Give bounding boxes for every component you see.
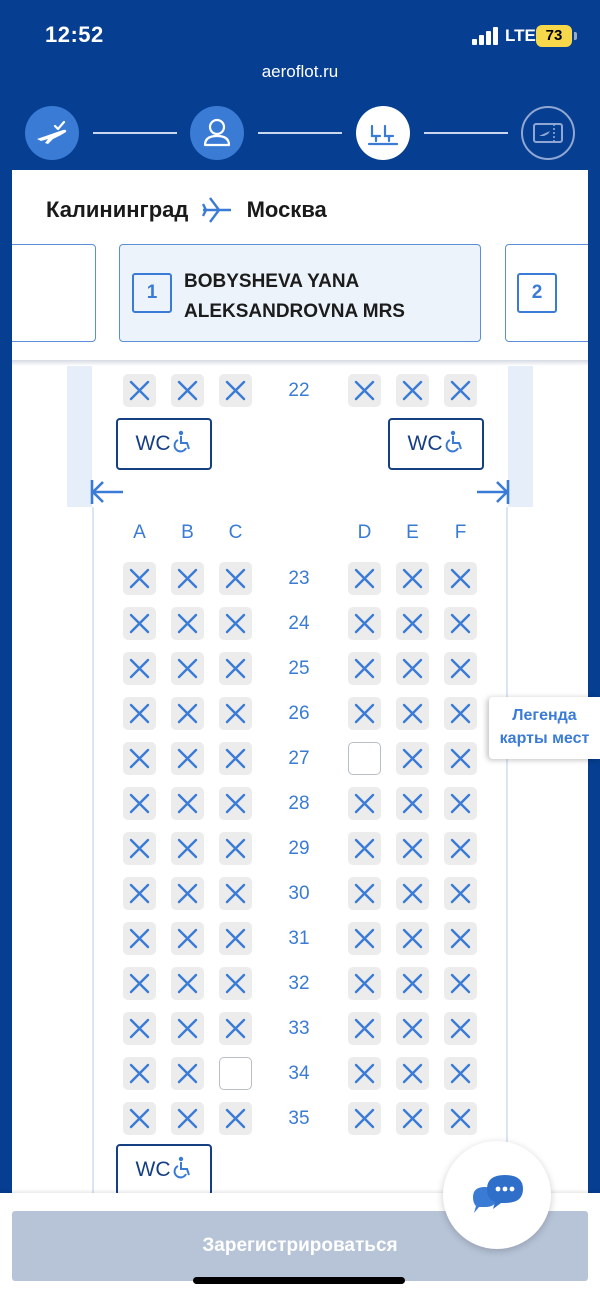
passenger-card-selected[interactable] — [119, 244, 481, 342]
cross-icon — [354, 973, 375, 994]
seat-occupied — [219, 1012, 252, 1045]
browser-url[interactable]: aeroflot.ru — [261, 62, 339, 81]
seat-occupied — [171, 1057, 204, 1090]
row-number: 33 — [288, 1018, 310, 1039]
seat-occupied — [171, 1012, 204, 1045]
seat-occupied — [171, 697, 204, 730]
cross-icon — [450, 703, 471, 724]
seat-occupied — [219, 562, 252, 595]
boarding-pass-icon — [523, 108, 573, 158]
seat-occupied — [444, 1102, 477, 1135]
cross-icon — [354, 568, 375, 589]
seat-occupied — [171, 652, 204, 685]
cross-icon — [129, 1018, 150, 1039]
seat-occupied — [219, 374, 252, 407]
seat-occupied — [444, 742, 477, 775]
exit-right-icon — [475, 478, 511, 506]
wheelchair-icon — [445, 430, 465, 454]
cross-icon — [354, 380, 375, 401]
seat-occupied — [396, 832, 429, 865]
cross-icon — [225, 1108, 246, 1129]
seat-occupied — [123, 787, 156, 820]
seat-occupied — [348, 832, 381, 865]
cross-icon — [177, 973, 198, 994]
cross-icon — [354, 1018, 375, 1039]
network-type: LTE — [505, 26, 536, 45]
column-header-e: E — [406, 522, 419, 543]
seat-occupied — [171, 877, 204, 910]
cross-icon — [177, 658, 198, 679]
seat-occupied — [444, 922, 477, 955]
seat-occupied — [396, 607, 429, 640]
cross-icon — [177, 613, 198, 634]
cross-icon — [129, 1063, 150, 1084]
cross-icon — [450, 380, 471, 401]
header-shadow — [12, 360, 588, 366]
step-boarding-pass[interactable] — [521, 106, 575, 160]
cross-icon — [402, 793, 423, 814]
step-seats[interactable] — [356, 106, 410, 160]
seat-occupied — [123, 877, 156, 910]
seat-occupied — [171, 832, 204, 865]
column-header-a: A — [133, 522, 146, 543]
status-time: 12:52 — [45, 22, 104, 47]
passenger-card-prev[interactable] — [12, 244, 96, 342]
seat-occupied — [123, 374, 156, 407]
seat-occupied — [348, 877, 381, 910]
cross-icon — [450, 1018, 471, 1039]
seat-occupied — [396, 787, 429, 820]
home-indicator — [193, 1277, 405, 1284]
cross-icon — [354, 703, 375, 724]
seat-occupied — [396, 562, 429, 595]
booking-stepper — [0, 100, 600, 170]
cross-icon — [129, 1108, 150, 1129]
row-number: 24 — [288, 613, 310, 634]
cross-icon — [177, 793, 198, 814]
seat-occupied — [396, 967, 429, 1000]
seat-occupied — [171, 967, 204, 1000]
cross-icon — [354, 883, 375, 904]
row-number: 30 — [288, 883, 310, 904]
seat-occupied — [348, 562, 381, 595]
row-number: 28 — [288, 793, 310, 814]
cross-icon — [129, 703, 150, 724]
seat-occupied — [219, 607, 252, 640]
wheelchair-icon — [173, 1156, 193, 1180]
cross-icon — [129, 380, 150, 401]
column-header-f: F — [454, 522, 467, 543]
cross-icon — [129, 928, 150, 949]
cross-icon — [450, 748, 471, 769]
seat-occupied — [219, 652, 252, 685]
cross-icon — [402, 703, 423, 724]
seat-occupied — [219, 742, 252, 775]
passenger-name — [184, 267, 405, 327]
cross-icon — [177, 568, 198, 589]
seat-occupied — [396, 1102, 429, 1135]
cross-icon — [225, 883, 246, 904]
cross-icon — [402, 838, 423, 859]
battery-icon: 73 — [536, 25, 572, 47]
cross-icon — [402, 613, 423, 634]
cross-icon — [402, 658, 423, 679]
seat-occupied — [348, 607, 381, 640]
cross-icon — [225, 928, 246, 949]
legend-line1: Легенда — [512, 707, 577, 724]
seat-selection-panel — [12, 170, 588, 1200]
seat-occupied — [444, 562, 477, 595]
person-icon — [190, 106, 244, 160]
wc-left-front — [116, 418, 212, 470]
cross-icon — [354, 928, 375, 949]
seat-occupied — [348, 652, 381, 685]
seat-occupied — [444, 1057, 477, 1090]
row-number: 27 — [288, 748, 310, 769]
cross-icon — [177, 703, 198, 724]
seat-occupied — [219, 697, 252, 730]
wc-left-rear — [116, 1144, 212, 1196]
seat-occupied — [444, 374, 477, 407]
seat-occupied — [444, 652, 477, 685]
seat-occupied — [123, 967, 156, 1000]
seat-occupied — [396, 697, 429, 730]
cross-icon — [129, 658, 150, 679]
cross-icon — [225, 703, 246, 724]
seat-available[interactable] — [219, 1057, 252, 1090]
cross-icon — [450, 928, 471, 949]
seat-occupied — [396, 1057, 429, 1090]
cross-icon — [402, 928, 423, 949]
cross-icon — [177, 928, 198, 949]
cross-icon — [129, 973, 150, 994]
passenger-name-line2: ALEKSANDROVNA MRS — [184, 301, 405, 322]
row-number: 26 — [288, 703, 310, 724]
cross-icon — [225, 1018, 246, 1039]
cross-icon — [177, 1018, 198, 1039]
passenger-card-next[interactable] — [505, 244, 588, 342]
passenger-number: 2 — [517, 273, 557, 313]
row-number: 23 — [288, 568, 310, 589]
column-header-b: B — [181, 522, 194, 543]
seat-occupied — [171, 742, 204, 775]
seat-occupied — [219, 967, 252, 1000]
cross-icon — [177, 1063, 198, 1084]
seat-occupied — [444, 967, 477, 1000]
cross-icon — [129, 883, 150, 904]
cross-icon — [129, 568, 150, 589]
wc-label: WC — [135, 432, 171, 455]
seat-occupied — [396, 742, 429, 775]
seat-occupied — [171, 374, 204, 407]
cross-icon — [225, 658, 246, 679]
cross-icon — [450, 838, 471, 859]
wc-right-front — [388, 418, 484, 470]
cross-icon — [225, 568, 246, 589]
wc-label: WC — [135, 1158, 171, 1181]
cross-icon — [402, 568, 423, 589]
wc-label: WC — [407, 432, 443, 455]
seat-occupied — [348, 374, 381, 407]
seat-occupied — [444, 877, 477, 910]
cross-icon — [402, 1108, 423, 1129]
cross-icon — [225, 748, 246, 769]
cross-icon — [354, 838, 375, 859]
plane-departure-check-icon — [25, 106, 79, 160]
passenger-number: 1 — [132, 273, 172, 313]
seat-available[interactable] — [348, 742, 381, 775]
cross-icon — [177, 1108, 198, 1129]
register-button[interactable]: Зарегистрироваться — [12, 1211, 588, 1281]
route-from: Калининград — [46, 197, 189, 223]
seat-occupied — [444, 787, 477, 820]
cross-icon — [129, 613, 150, 634]
seat-occupied — [123, 742, 156, 775]
signal-icon — [472, 27, 500, 45]
seat-occupied — [396, 922, 429, 955]
row-number: 31 — [288, 928, 310, 949]
column-header-c: C — [228, 522, 243, 543]
stepper-line — [258, 132, 342, 134]
stepper-line — [424, 132, 508, 134]
cross-icon — [225, 793, 246, 814]
seat-occupied — [348, 1057, 381, 1090]
cross-icon — [402, 973, 423, 994]
cross-icon — [225, 380, 246, 401]
seat-map — [12, 366, 588, 1200]
cross-icon — [354, 793, 375, 814]
seat-occupied — [171, 607, 204, 640]
seat-occupied — [396, 374, 429, 407]
cross-icon — [450, 973, 471, 994]
seat-occupied — [444, 832, 477, 865]
seat-occupied — [171, 562, 204, 595]
cross-icon — [177, 838, 198, 859]
cross-icon — [402, 380, 423, 401]
cross-icon — [450, 883, 471, 904]
row-number: 32 — [288, 973, 310, 994]
seat-occupied — [396, 652, 429, 685]
cross-icon — [402, 1018, 423, 1039]
seat-occupied — [348, 1012, 381, 1045]
wheelchair-icon — [173, 430, 193, 454]
cross-icon — [177, 748, 198, 769]
cross-icon — [354, 1108, 375, 1129]
cross-icon — [450, 613, 471, 634]
cross-icon — [402, 1063, 423, 1084]
seat-occupied — [348, 697, 381, 730]
seat-legend-button[interactable] — [489, 697, 600, 759]
seat-occupied — [444, 697, 477, 730]
seat-occupied — [123, 922, 156, 955]
cross-icon — [225, 613, 246, 634]
seat-occupied — [396, 1012, 429, 1045]
seat-occupied — [171, 787, 204, 820]
row-number: 29 — [288, 838, 310, 859]
seat-occupied — [171, 1102, 204, 1135]
row-number: 22 — [288, 380, 310, 401]
cross-icon — [450, 793, 471, 814]
seat-occupied — [123, 607, 156, 640]
cross-icon — [129, 838, 150, 859]
cross-icon — [450, 1108, 471, 1129]
cross-icon — [177, 380, 198, 401]
step-passengers[interactable] — [190, 106, 244, 160]
seat-occupied — [444, 607, 477, 640]
passenger-name-line1: BOBYSHEVA YANA — [184, 271, 360, 292]
battery-nub — [574, 32, 577, 40]
seat-icon — [356, 106, 410, 160]
cross-icon — [129, 748, 150, 769]
seat-occupied — [348, 1102, 381, 1135]
cross-icon — [450, 568, 471, 589]
cross-icon — [450, 1063, 471, 1084]
cross-icon — [402, 748, 423, 769]
seat-occupied — [123, 1102, 156, 1135]
seat-occupied — [444, 1012, 477, 1045]
column-header-d: D — [357, 522, 372, 543]
seat-occupied — [396, 877, 429, 910]
seat-occupied — [348, 922, 381, 955]
cross-icon — [354, 658, 375, 679]
stepper-line — [93, 132, 177, 134]
seat-occupied — [348, 967, 381, 1000]
cross-icon — [354, 613, 375, 634]
seat-occupied — [348, 787, 381, 820]
row-number: 25 — [288, 658, 310, 679]
chat-bubbles-icon — [469, 1171, 527, 1221]
route-to: Москва — [246, 197, 327, 223]
cross-icon — [450, 658, 471, 679]
row-number: 34 — [288, 1063, 310, 1084]
seat-occupied — [219, 922, 252, 955]
seat-occupied — [219, 1102, 252, 1135]
seat-occupied — [171, 922, 204, 955]
cross-icon — [402, 883, 423, 904]
seat-occupied — [123, 1057, 156, 1090]
seat-occupied — [123, 697, 156, 730]
cross-icon — [354, 1063, 375, 1084]
cross-icon — [129, 793, 150, 814]
seat-occupied — [123, 562, 156, 595]
row-number: 35 — [288, 1108, 310, 1129]
route-title — [46, 196, 327, 224]
seat-occupied — [219, 787, 252, 820]
step-flight[interactable] — [25, 106, 79, 160]
cross-icon — [225, 973, 246, 994]
seat-occupied — [219, 832, 252, 865]
plane-icon — [200, 196, 234, 224]
chat-button[interactable] — [443, 1141, 551, 1249]
seat-occupied — [219, 877, 252, 910]
legend-line2: карты мест — [499, 730, 590, 747]
seat-occupied — [123, 1012, 156, 1045]
seat-occupied — [123, 832, 156, 865]
exit-left-icon — [89, 478, 125, 506]
seat-occupied — [123, 652, 156, 685]
cross-icon — [177, 883, 198, 904]
cross-icon — [225, 838, 246, 859]
status-bar — [0, 0, 600, 60]
